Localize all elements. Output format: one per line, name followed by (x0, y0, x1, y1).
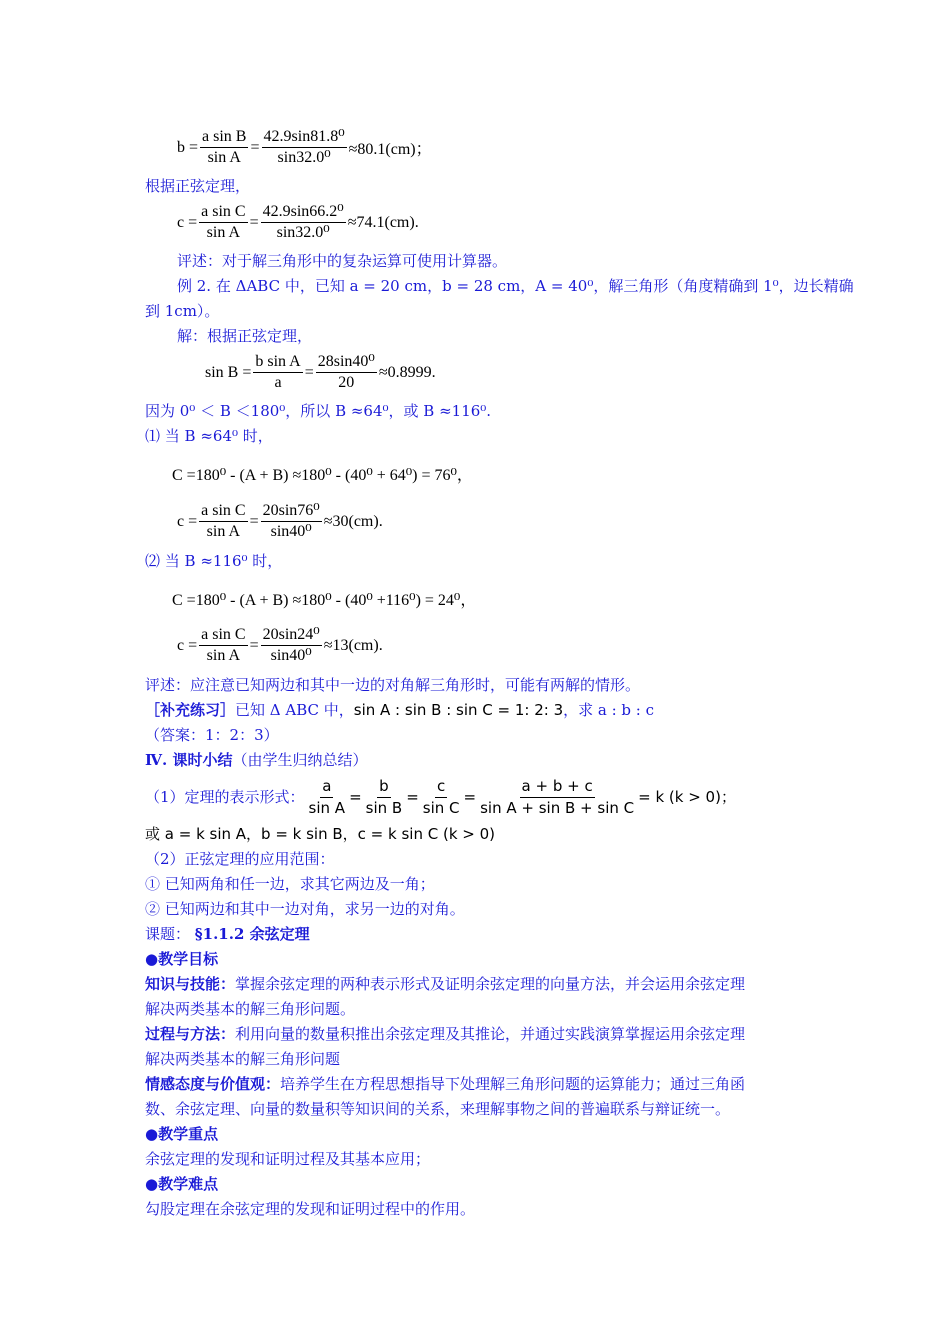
fraction (200, 128, 248, 167)
text-case-2: ⑵ 当 B ≈116⁰ 时， (145, 552, 283, 570)
eq-lhs: c = (177, 512, 198, 530)
eq-result: ≈0.8999. (378, 363, 436, 381)
numerator: 28sin40⁰ (316, 353, 377, 373)
fraction (199, 502, 247, 541)
numerator: a sin B (200, 128, 248, 148)
numerator: c (435, 777, 447, 798)
text-example-2-a: 例 2. 在 ΔABC 中，已知 a = 20 cm，b = 28 cm，A = 40⁰，解三角形（角度精确到 1⁰，边长精确 (177, 277, 854, 295)
denominator: sin B (365, 798, 403, 817)
denominator: a (274, 374, 282, 391)
summary-heading (145, 750, 367, 770)
topic-line (145, 924, 310, 944)
text-by-law-1: 根据正弦定理， (145, 177, 251, 195)
process-tag: 过程与方法： (145, 1025, 236, 1043)
knowledge-line-a (145, 974, 745, 994)
text-scope-2: ② 已知两边和其中一边对角，求另一边的对角。 (145, 900, 465, 918)
eq-result: ≈80.1(cm)； (348, 141, 432, 158)
text-comment-2: 评述：应注意已知两边和其中一边的对角解三角形时，可能有两解的情形。 (145, 676, 641, 694)
equals-sign: = (249, 512, 259, 530)
formula-tail: = k (k > 0)； (638, 788, 736, 806)
attitude-tag: 情感态度与价值观： (145, 1075, 281, 1093)
topic-label: 课题： (145, 925, 191, 943)
text-difficulty: 勾股定理在余弦定理的发现和证明过程中的作用。 (145, 1200, 476, 1218)
text-scope-1: ① 已知两角和任一边，求其它两边及一角； (145, 875, 435, 893)
supplement-line (145, 700, 654, 720)
fraction (253, 353, 302, 392)
text-or: 或 a = k sin A，b = k sin B，c = k sin C (k > 0) (145, 825, 496, 843)
eq-result: ≈13(cm). (323, 636, 383, 654)
attitude-text: 培养学生在方程思想指导下处理解三角形问题的运算能力；通过三角函 (280, 1075, 746, 1093)
supplement-ratio: sin A : sin B : sin C = 1: 2: 3 (353, 701, 564, 719)
numerator: 20sin24⁰ (261, 626, 322, 646)
eq-lhs: sin B = (205, 363, 252, 381)
text-example-2-b: 到 1cm）。 (145, 302, 220, 320)
text-scope: （2）正弦定理的应用范围： (145, 850, 335, 868)
summary-rest: （由学生归纳总结） (232, 751, 368, 769)
numerator: b (377, 777, 391, 798)
text-case-1: ⑴ 当 B ≈64⁰ 时， (145, 427, 273, 445)
fraction (364, 777, 405, 818)
equals-sign: = (463, 788, 477, 806)
text-answer: （答案：1：2：3） (145, 726, 279, 744)
process-text: 利用向量的数量积推出余弦定理及其推论，并通过实践演算掌握运用余弦定理 (235, 1025, 746, 1043)
supplement-end: ，求 a : b : c (563, 701, 655, 719)
numerator: 20sin76⁰ (261, 502, 322, 522)
equals-sign: = (304, 363, 314, 381)
eq-lhs: b = (177, 138, 199, 156)
text-solution: 解：根据正弦定理， (177, 327, 313, 345)
denominator: sin A (206, 647, 241, 664)
numerator: 42.9sin81.8⁰ (262, 128, 347, 148)
numerator: a sin C (199, 502, 247, 522)
fraction (199, 626, 247, 665)
numerator: a (320, 777, 333, 798)
knowledge-tag: 知识与技能： (145, 975, 236, 993)
text-comment-1: 评述：对于解三角形中的复杂运算可使用计算器。 (177, 252, 508, 270)
text-key: 余弦定理的发现和证明过程及其基本应用； (145, 1150, 431, 1168)
supplement-tag: ［补充练习］ (145, 701, 236, 719)
theorem-form-line (145, 777, 736, 817)
fraction (199, 203, 247, 242)
denominator: sin A + sin B + sin C (480, 798, 635, 817)
process-line-a (145, 1024, 745, 1044)
fraction (261, 203, 346, 242)
numerator: a + b + c (520, 777, 595, 798)
denominator: sin A (207, 149, 241, 166)
equals-sign: = (249, 213, 259, 231)
knowledge-text: 掌握余弦定理的两种表示形式及证明余弦定理的向量方法，并会运用余弦定理 (235, 975, 746, 993)
topic-title: §1.1.2 余弦定理 (194, 925, 310, 943)
denominator: sin40⁰ (270, 647, 312, 664)
summary-tag: Ⅳ. 课时小结 (145, 751, 233, 769)
denominator: sin A (206, 523, 241, 540)
equation-c2 (177, 626, 383, 665)
denominator: sin A (308, 798, 346, 817)
heading-goal: ●教学目标 (145, 950, 219, 968)
fraction (262, 128, 347, 167)
denominator: sin32.0⁰ (276, 224, 330, 241)
attitude-line-b: 数、余弦定理、向量的数量积等知识间的关系，来理解事物之间的普遍联系与辩证统一。 (145, 1100, 731, 1118)
supplement-text: 已知 Δ ABC 中， (235, 701, 354, 719)
equals-sign: = (249, 636, 259, 654)
equals-sign: = (250, 138, 260, 156)
fraction (261, 626, 322, 665)
numerator: a sin C (199, 626, 247, 646)
denominator: sin40⁰ (270, 523, 312, 540)
numerator: a sin C (199, 203, 247, 223)
knowledge-line-b: 解决两类基本的解三角形问题。 (145, 1000, 356, 1018)
heading-key: ●教学重点 (145, 1125, 219, 1143)
equation-sinb (205, 353, 436, 392)
eq-lhs: c = (177, 636, 198, 654)
eq-lhs: c = (177, 213, 198, 231)
fraction (421, 777, 462, 818)
attitude-line-a (145, 1074, 745, 1094)
equation-c (177, 203, 419, 242)
equals-sign: = (406, 788, 419, 806)
equation-C2: C =180⁰ - (A + B) ≈180⁰ - (40⁰ +116⁰) = 24⁰， (172, 592, 477, 609)
eq-result: ≈74.1(cm). (347, 213, 419, 231)
equation-b (177, 128, 432, 167)
eq-result: ≈30(cm). (323, 512, 383, 530)
numerator: 42.9sin66.2⁰ (261, 203, 346, 223)
denominator: sin32.0⁰ (277, 149, 331, 166)
denominator: 20 (338, 374, 355, 391)
form-label: （1）定理的表示形式： (145, 788, 305, 806)
equation-C1: C =180⁰ - (A + B) ≈180⁰ - (40⁰ + 64⁰) = 76⁰， (172, 467, 473, 484)
fraction (307, 777, 348, 818)
theorem-formula (305, 777, 736, 818)
heading-difficulty: ●教学难点 (145, 1175, 219, 1193)
equation-c1 (177, 502, 383, 541)
equals-sign: = (349, 788, 362, 806)
numerator: b sin A (253, 353, 302, 373)
denominator: sin A (206, 224, 241, 241)
fraction (261, 502, 322, 541)
fraction (316, 353, 377, 392)
text-because: 因为 0⁰ ＜ B ＜180⁰，所以 B ≈64⁰，或 B ≈116⁰. (145, 402, 492, 420)
fraction (478, 777, 636, 818)
denominator: sin C (422, 798, 460, 817)
process-line-b: 解决两类基本的解三角形问题 (145, 1050, 341, 1068)
